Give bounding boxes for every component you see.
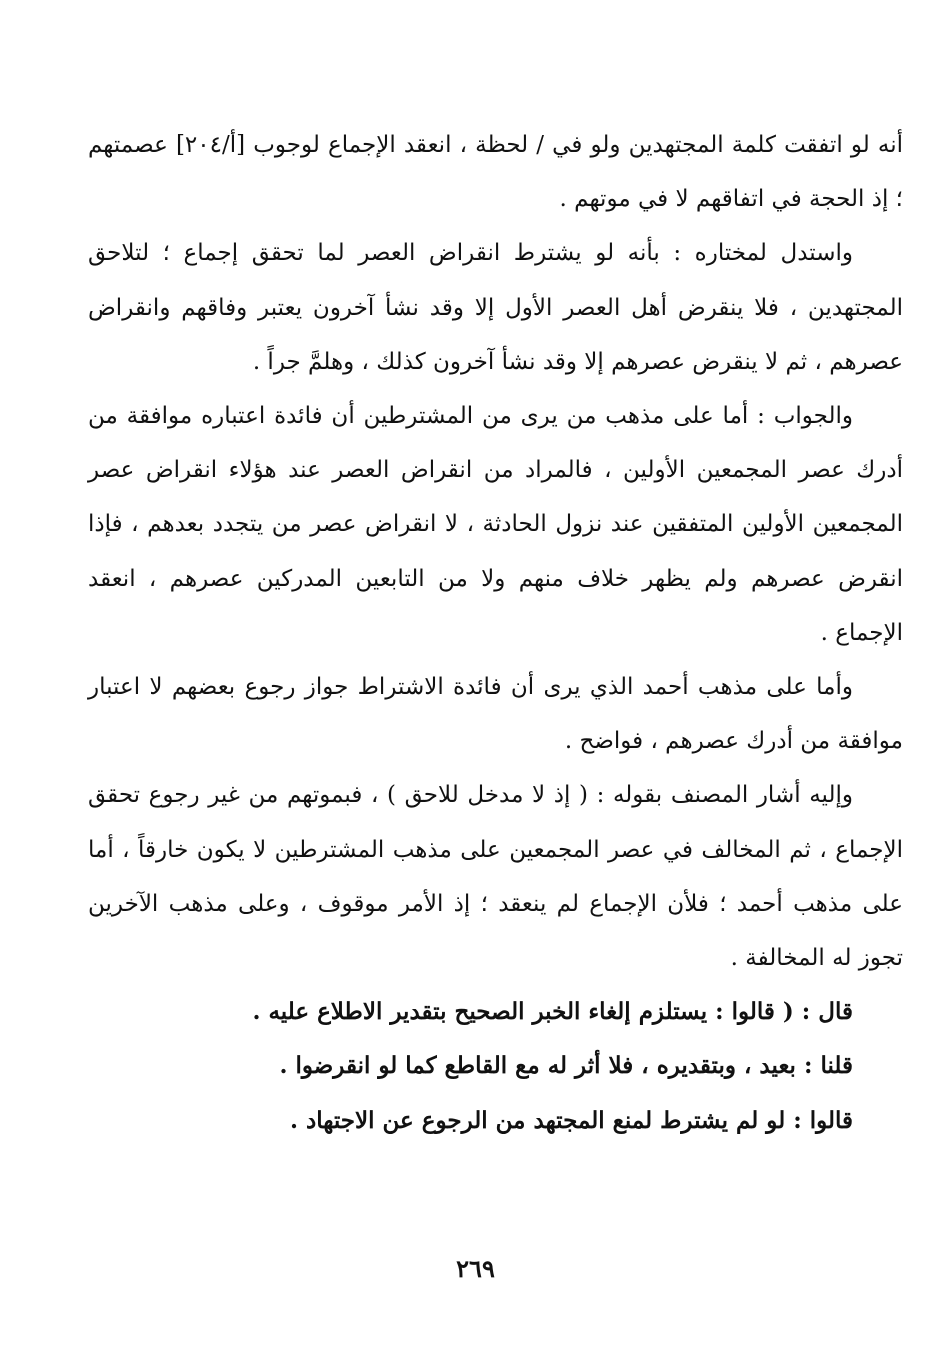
page-number: ٢٦٩ xyxy=(456,1254,495,1283)
paragraph-4: وأما على مذهب أحمد الذي يرى أن فائدة الاشتراط جواز رجوع بعضهم لا اعتبار موافقة من أدرك عصرهم ، فواضح . xyxy=(88,674,903,755)
paragraph-1: أنه لو اتفقت كلمة المجتهدين ولو في / لحظة ، انعقد الإجماع لوجوب [أ/٢٠٤] عصمتهم ؛ إذ الحجة في اتفاقهم لا في موتهم . xyxy=(88,132,903,213)
paragraph-5: وإليه أشار المصنف بقوله : ( إذ لا مدخل للاحق ) ، فبموتهم من غير رجوع تحقق الإجماع ، ثم المخالف في عصر المجمعين على مذهب المشترطين لا يكون خارقاً ، أما على مذهب أحمد ؛ فلأن الإجماع لم ينعقد ؛ إذ الأمر موقوف ، وعلى مذهب الآخرين تجوز له المخالفة . xyxy=(88,782,903,972)
paragraph-2: واستدل لمختاره : بأنه لو يشترط انقراض العصر لما تحقق إجماع ؛ لتلاحق المجتهدين ، فلا ينقرض أهل العصر الأول إلا وقد نشأ آخرون يعتبر وفاقهم وانقراض عصرهم ، ثم لا ينقرض عصرهم إلا وقد نشأ آخرون كذلك ، وهلمَّ جراً . xyxy=(88,240,903,375)
paragraph-3: والجواب : أما على مذهب من يرى من المشترطين أن فائدة اعتباره موافقة من أدرك عصر المجمعين الأولين ، فالمراد من انقراض العصر عند هؤلاء انقراض عصر المجمعين الأولين المتفقين عند نزول الحادثة ، لا انقراض عصر من يتجدد بعدهم ، فإذا انقرض عصرهم ولم يظهر خلاف منهم ولا من التابعين المدركين عصرهم ، انعقد الإجماع . xyxy=(88,403,903,646)
matn-line-2: قلنا : بعيد ، وبتقديره ، فلا أثر له مع القاطع كما لو انقرضوا . xyxy=(279,1052,853,1080)
matn-line-1: قال : ( قالوا : يستلزم إلغاء الخبر الصحيح بتقدير الاطلاع عليه . xyxy=(252,998,853,1026)
main-text xyxy=(88,118,903,1148)
matn-line-3: قالوا : لو لم يشترط لمنع المجتهد من الرجوع عن الاجتهاد . xyxy=(289,1106,853,1134)
